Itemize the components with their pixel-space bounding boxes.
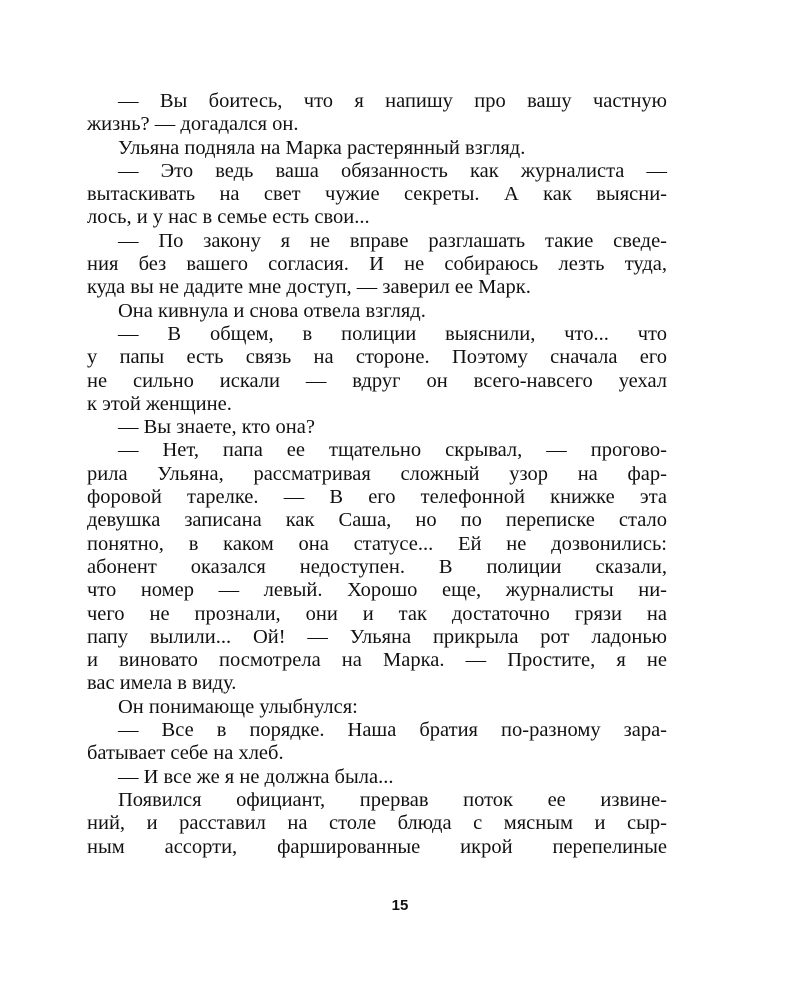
text-line: чего не прознали, они и так достаточно грязи на	[87, 602, 667, 625]
text-line: рила Ульяна, рассматривая сложный узор на фар-	[87, 462, 667, 485]
text-line: что номер — левый. Хорошо еще, журналисты ни-	[87, 579, 667, 602]
text-line: жизнь? — догадался он.	[87, 113, 299, 136]
text-line: куда вы не дадите мне доступ, — заверил ее Марк.	[87, 276, 531, 299]
text-line: вас имела в виду.	[87, 672, 237, 695]
text-line: Он понимающе улыбнулся:	[118, 695, 358, 718]
text-line: не сильно искали — вдруг он всего-навсего уехал	[87, 369, 667, 392]
page-number: 15	[391, 897, 409, 914]
text-line: — Вы боитесь, что я напишу про вашу частную	[118, 90, 667, 112]
text-line: ния без вашего согласия. И не собираюсь лезть туда,	[87, 253, 667, 276]
text-line: к этой женщине.	[87, 392, 232, 415]
text-line: ным ассорти, фаршированные икрой перепелиные	[87, 835, 667, 858]
text-line: — Все в порядке. Наша братия по-разному зара-	[118, 719, 667, 742]
text-line: вытаскивать на свет чужие секреты. А как выясни-	[87, 183, 667, 206]
body-text	[87, 90, 667, 859]
text-line: абонент оказался недоступен. В полиции сказали,	[87, 555, 667, 578]
text-line: Появился официант, прервав поток ее извине-	[118, 788, 667, 811]
text-line: ний, и расставил на столе блюда с мясным и сыр-	[87, 812, 667, 835]
text-line: — Вы знаете, кто она?	[118, 416, 315, 439]
text-line: Ульяна подняла на Марка растерянный взгляд.	[118, 136, 526, 159]
text-line: — И все же я не должна была...	[118, 765, 394, 788]
text-line: и виновато посмотрела на Марка. — Простите, я не	[87, 649, 667, 672]
text-line: девушка записана как Саша, но по переписке стало	[87, 509, 667, 532]
text-line: — По закону я не вправе разглашать такие сведе-	[118, 229, 667, 252]
text-line: Она кивнула и снова отвела взгляд.	[118, 299, 426, 322]
text-line: понятно, в каком она статусе... Ей не дозвонились:	[87, 532, 667, 555]
text-line: у папы есть связь на стороне. Поэтому сначала его	[87, 346, 667, 369]
text-line: лось, и у нас в семье есть свои...	[87, 206, 370, 229]
text-line: — В общем, в полиции выяснили, что... что	[118, 322, 667, 345]
text-line: форовой тарелке. — В его телефонной книжке эта	[87, 486, 667, 509]
text-line: папу вылили... Ой! — Ульяна прикрыла рот ладонью	[87, 625, 667, 648]
text-line: батывает себе на хлеб.	[87, 742, 284, 765]
text-line: — Нет, папа ее тщательно скрывал, — прогово-	[118, 439, 667, 462]
text-line: — Это ведь ваша обязанность как журналиста —	[118, 159, 667, 182]
